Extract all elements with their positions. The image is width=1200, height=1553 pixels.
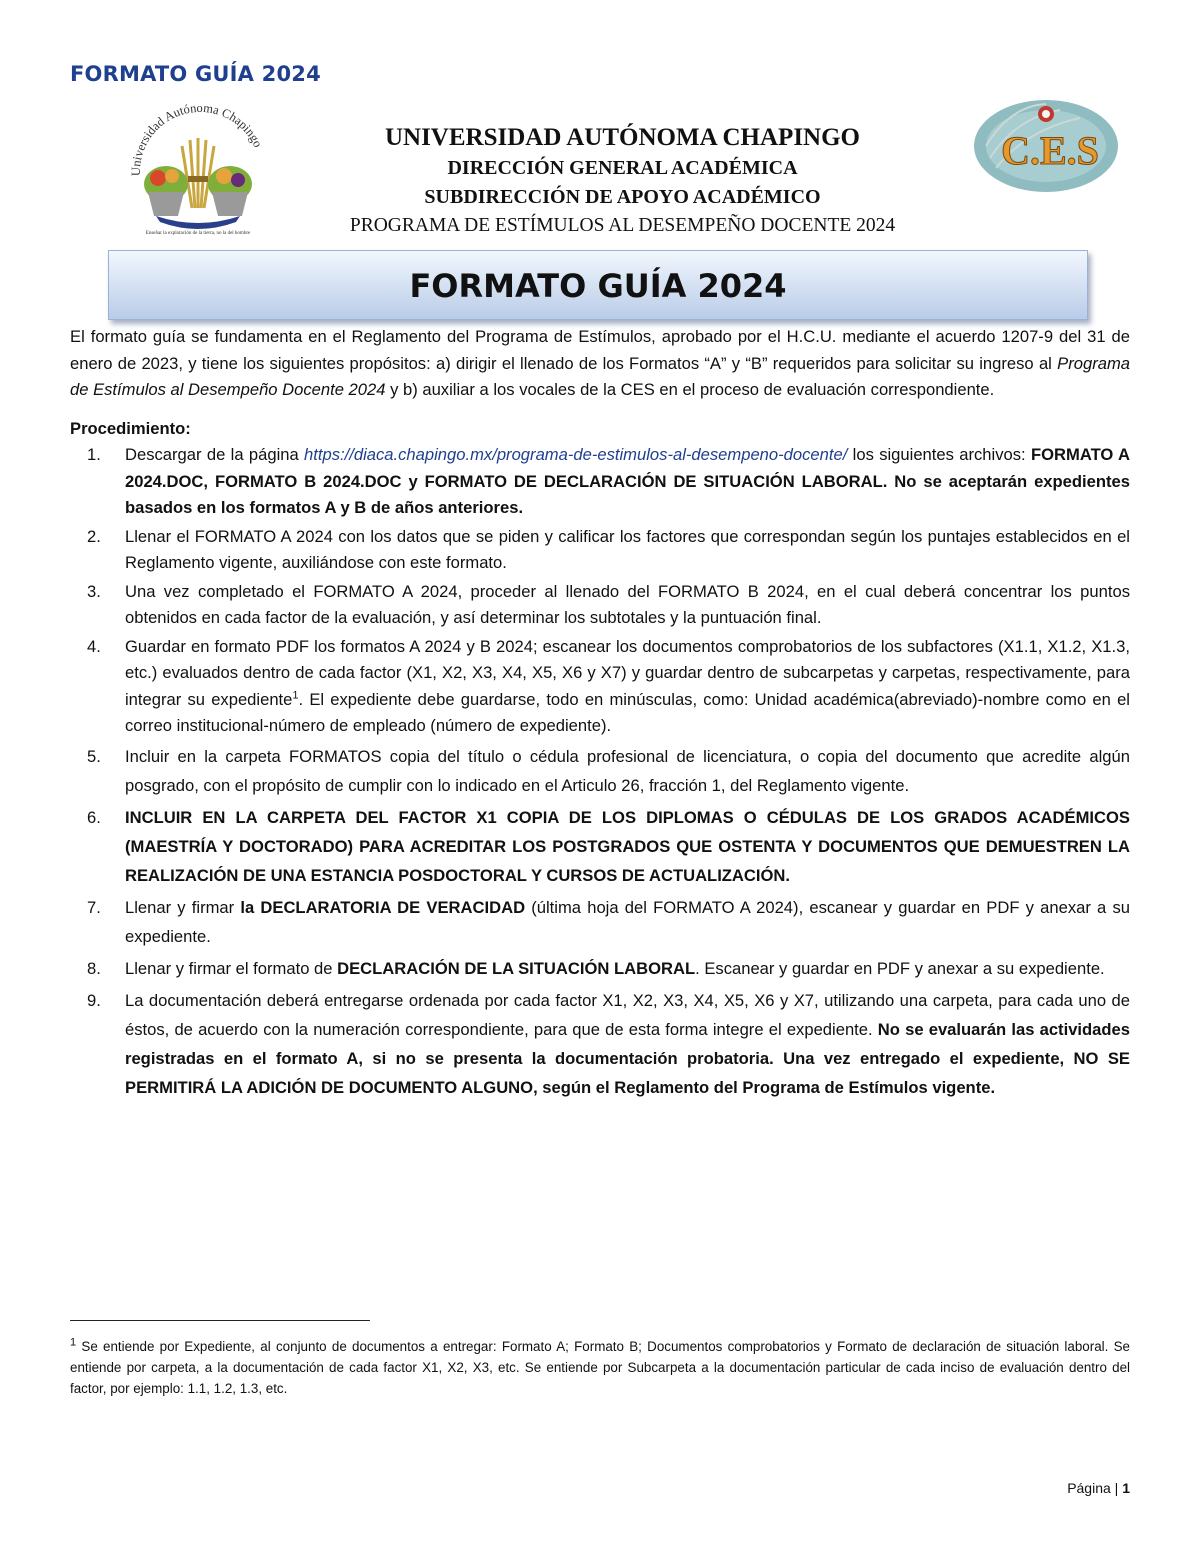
step-bold-text: INCLUIR EN LA CARPETA DEL FACTOR X1 COPIA DE LOS DIPLOMAS O CÉDULAS DE LOS GRADOS ACADÉMICOS (MAESTRÍA Y DOCTORADO) PARA ACREDITAR LOS POSTGRADOS QUE OSTENTA Y DOCUMENTOS QUE DEMUESTREN LA REALIZACIÓN DE UNA ESTANCIA POSDOCTORAL Y CURSOS DE ACTUALIZACIÓN. [125,807,1130,885]
list-item [70,954,1130,983]
step-text: Llenar y firmar el formato de [125,958,338,978]
footnote-ref[interactable]: 1 [292,688,299,701]
logo-arc-textpath: Universidad Autónoma Chapingo [128,100,266,177]
list-item [70,742,1130,800]
step-text: (última hoja del FORMATO A 2024), escanear y guardar en PDF y anexar a su expediente. [125,897,1130,946]
intro-part2: y b) auxiliar a los vocales de la CES en el proceso de evaluación correspondiente. [385,380,995,399]
step-text: Llenar el FORMATO A 2024 con los datos que se piden y calificar los factores que correspondan según los puntajes establecidos en el Reglamento vigente, auxiliándose con este formato. [125,526,1130,572]
banner-title: FORMATO GUÍA 2024 [409,267,787,305]
step-text: La documentación deberá entregarse ordenada por cada factor X1, X2, X3, X4, X5, X6 y X7, utilizando una carpeta, para cada uno de éstos, de acuerdo con la numeración correspondiente, para que de esta forma integre el expediente. [125,990,1130,1039]
list-item [70,524,1130,577]
logo-motto: Enseñar la explotación de la tierra, no la del hombre [145,231,251,236]
list-item [70,803,1130,890]
step-number: 9. [87,990,101,1010]
list-item [70,579,1130,632]
list-item [70,893,1130,951]
step-number: 4. [87,636,101,656]
step-text: . El expediente debe guardarse, todo en minúsculas, como: Unidad académica(abreviado)-nombre como en el correo institucional-número de empleado (número de expediente). [125,689,1130,735]
step-text: . Escanear y guardar en PDF y anexar a su expediente. [695,958,1105,978]
download-link[interactable]: https://diaca.chapingo.mx/programa-de-estimulos-al-desempeno-docente/ [304,445,848,464]
subdirection-name: SUBDIRECCIÓN DE APOYO ACADÉMICO [424,186,821,208]
footnote [70,1336,1130,1399]
header-block [290,122,955,240]
procedure-list [70,442,1130,1102]
step-text: Descargar de la página [125,445,305,464]
step-number: 1. [87,445,101,464]
direction-name: DIRECCIÓN GENERAL ACADÉMICA [447,157,798,179]
step-text: Guardar en formato PDF los formatos A 2024 y B 2024; escanear los documentos comprobatorios de los subfactores (X1.1, X1.2, X1.3, etc.) evaluados dentro de cada factor (X1, X2, X3, X4, X5, X6 y X7) y guardar dentro de subcarpetas y carpetas, respectivamente, para integrar su expediente [125,636,1130,709]
university-logo [118,98,278,240]
corner-title: FORMATO GUÍA 2024 [70,62,321,86]
page-label: Página | [1067,1480,1123,1496]
step-text: Llenar y firmar [125,897,241,917]
title-banner [108,250,1088,320]
list-item [70,634,1130,740]
step-number: 3. [87,581,101,601]
document-body [70,324,1130,1105]
program-name: PROGRAMA DE ESTÍMULOS AL DESEMPEÑO DOCENTE 2024 [349,215,896,236]
ces-logo-text: C.E.S [1001,128,1099,173]
step-bold-text: la DECLARATORIA DE VERACIDAD [240,897,526,917]
procedure-heading: Procedimiento: [70,418,191,438]
university-name: UNIVERSIDAD AUTÓNOMA CHAPINGO [384,124,861,151]
list-item [70,442,1130,522]
step-bold-text: FORMATO A 2024.DOC, FORMATO B 2024.DOC y FORMATO DE DECLARACIÓN DE SITUACIÓN LABORAL. No se aceptarán expedientes basados en los formatos A y B de años anteriores. [125,445,1131,517]
intro-part1: El formato guía se fundamenta en el Reglamento del Programa de Estímulos, aprobado por el H.C.U. mediante el acuerdo 1207-9 del 31 de enero de 2023, y tiene los siguientes propósitos: a) dirigir el llenado de los Formatos “A” y “B” requeridos para solicitar su ingreso al [70,327,1130,373]
intro-paragraph [70,324,1130,404]
intro-program-italic: Programa de Estímulos al Desempeño Docente 2024 [70,353,1130,399]
step-number: 2. [87,526,101,546]
step-number: 8. [87,958,101,978]
step-bold-text: DECLARACIÓN DE LA SITUACIÓN LABORAL [337,958,696,978]
step-bold-text: No se evaluarán las actividades registradas en el formato A, si no se presenta la documentación probatoria. Una vez entregado el expediente, NO SE PERMITIRÁ LA ADICIÓN DE DOCUMENTO ALGUNO, según el Reglamento del Programa de Estímulos vigente. [125,1019,1130,1097]
step-number: 5. [87,746,101,766]
step-text: Una vez completado el FORMATO A 2024, proceder al llenado del FORMATO B 2024, en el cual deberá concentrar los puntos obtenidos en cada factor de la evaluación, y así determinar los subtotales y la puntuación final. [125,581,1130,627]
page-value: 1 [1122,1480,1130,1496]
footnote-divider [70,1320,370,1321]
footnote-marker: 1 [70,1336,77,1349]
page-number [1067,1480,1130,1496]
step-text: los siguientes archivos: [847,445,1031,464]
list-item [70,986,1130,1102]
step-text: Incluir en la carpeta FORMATOS copia del título o cédula profesional de licenciatura, o copia del documento que acredite algún posgrado, con el propósito de cumplir con lo indicado en el Articulo 26, fracción 1, del Reglamento vigente. [125,746,1130,795]
step-number: 7. [87,897,101,917]
ces-logo [970,96,1122,194]
footnote-text: Se entiende por Expediente, al conjunto de documentos a entregar: Formato A; Formato B; Documentos comprobatorios y Formato de declaración de situación laboral. Se entiende por carpeta, a la documentación de cada factor X1, X2, X3, etc. Se entiende por Subcarpeta a la documentación particular de cada inciso de evaluación dentro del factor, por ejemplo: 1.1, 1.2, 1.3, etc. [70,1339,1130,1396]
step-number: 6. [87,807,101,827]
